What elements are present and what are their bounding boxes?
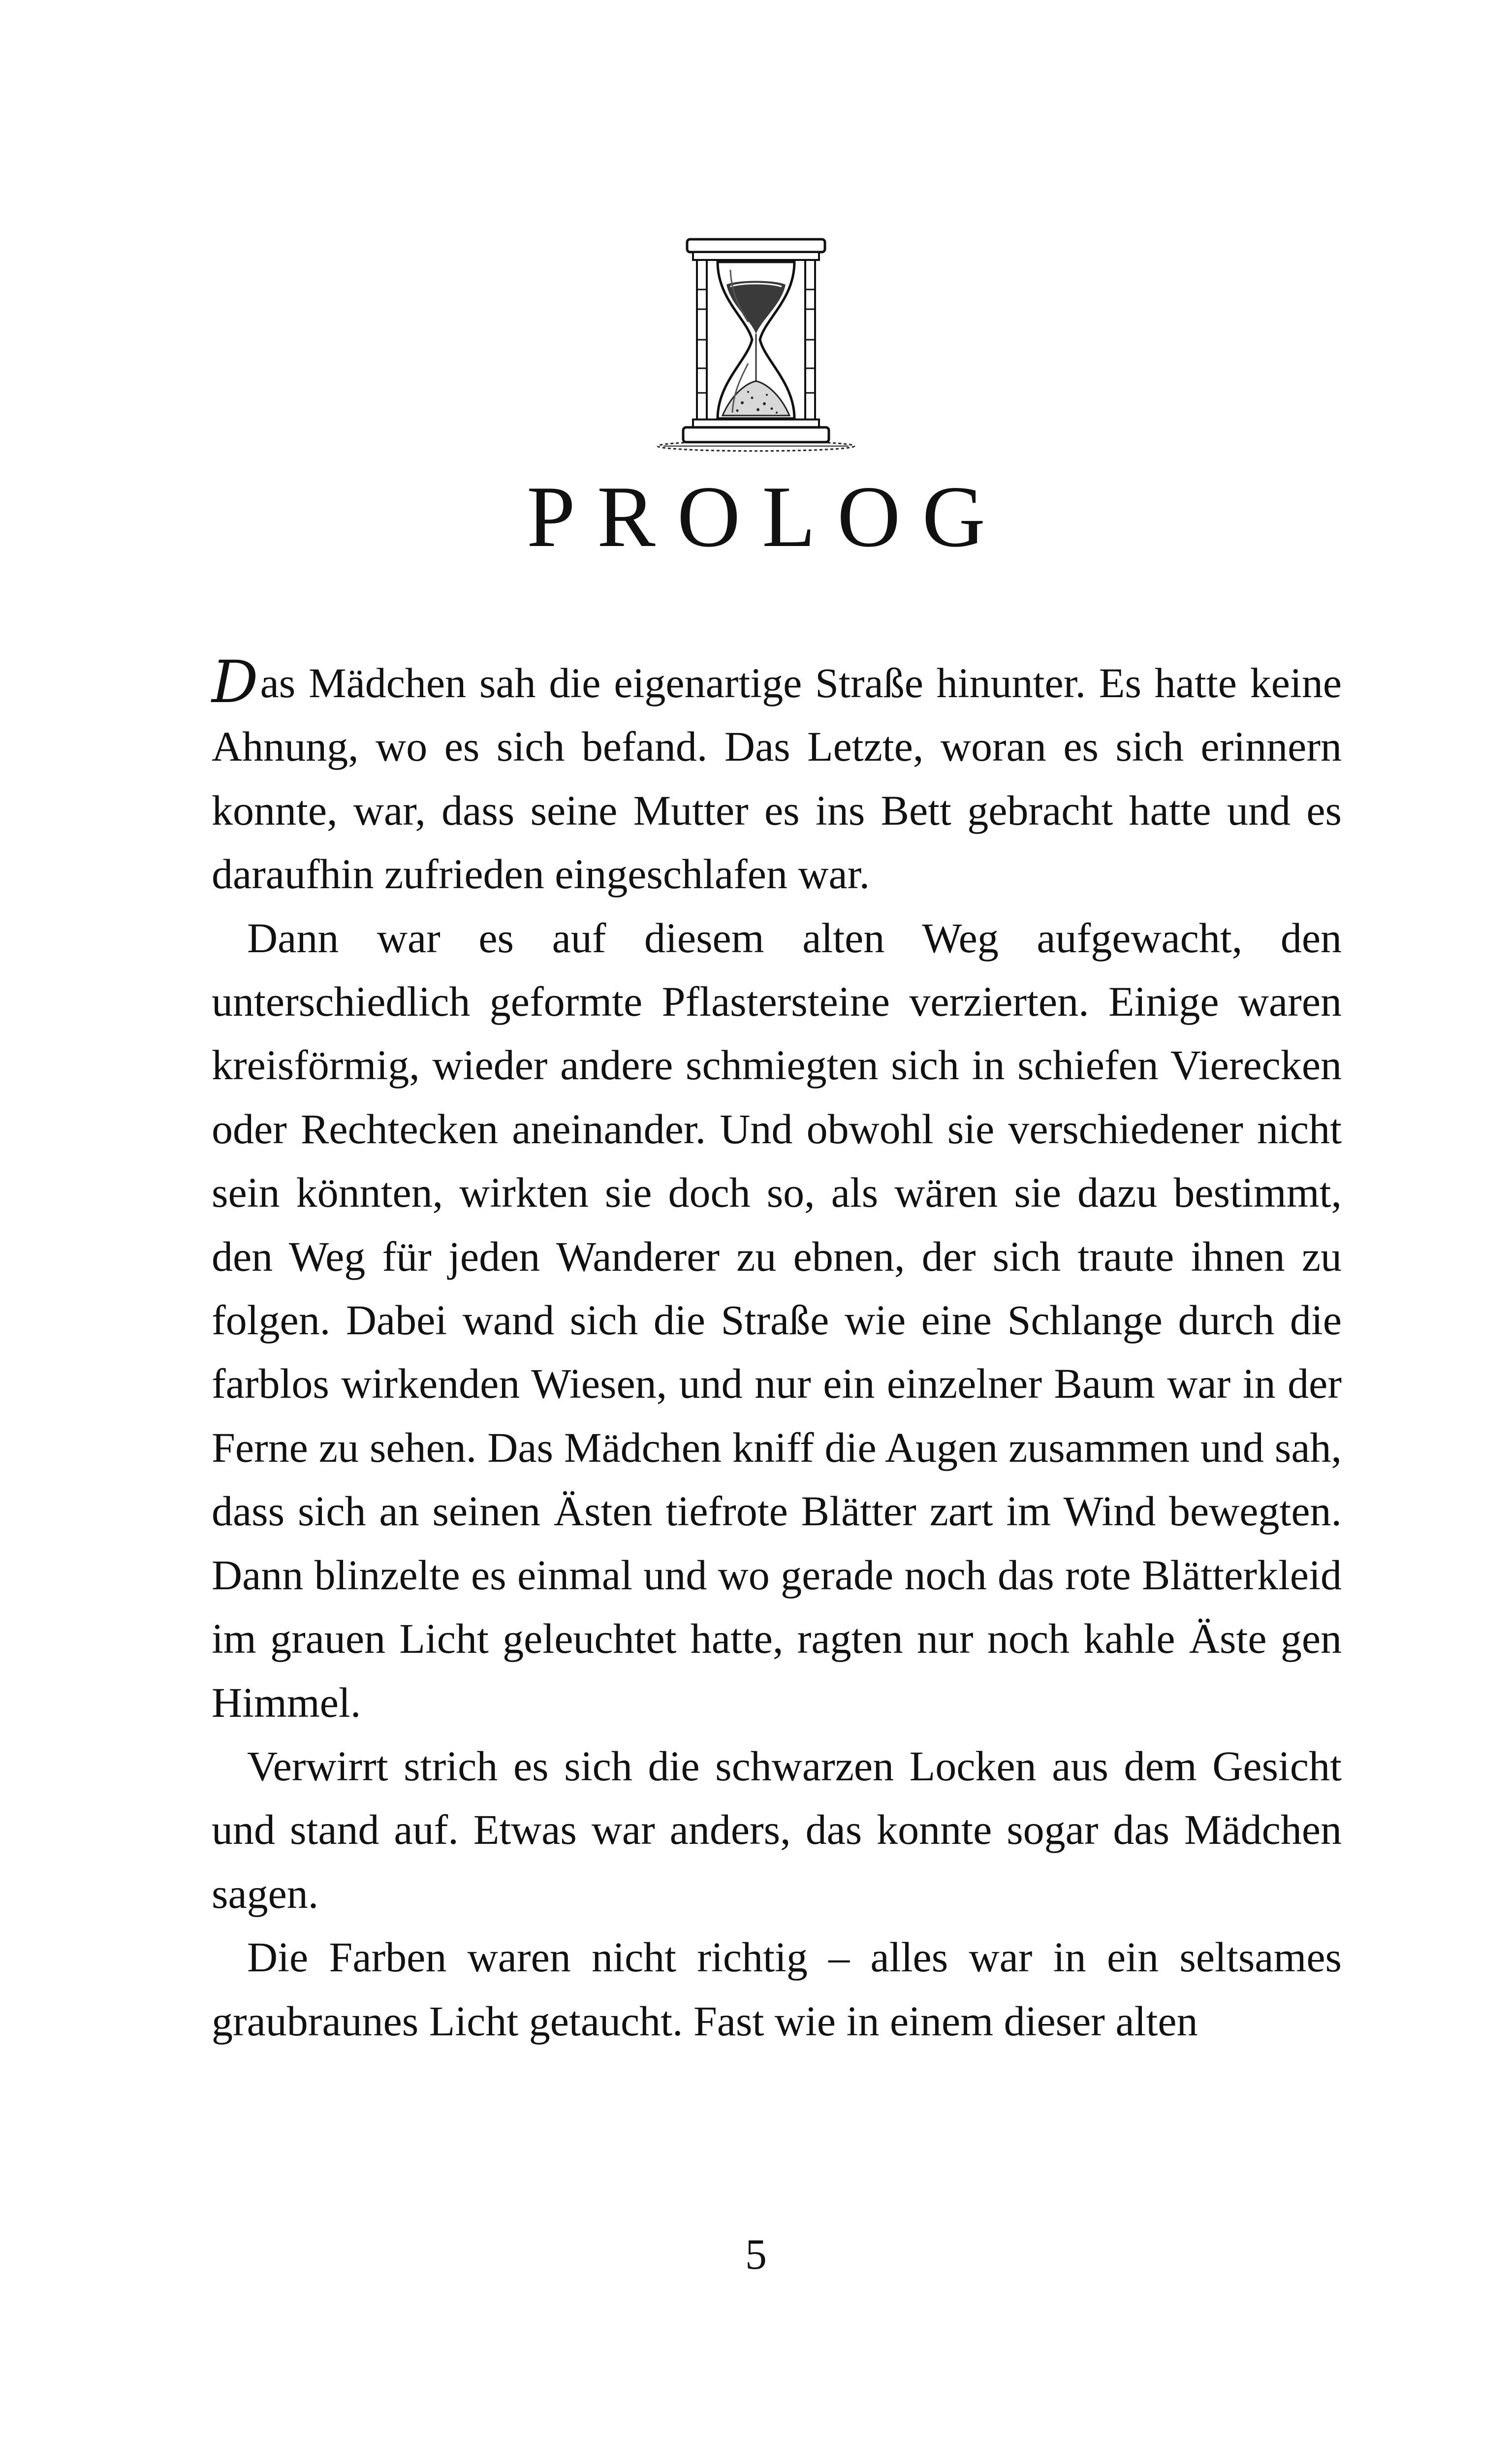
paragraph-1-text: as Mädchen sah die eigenartige Straße hinunter. Es hatte keine Ahnung, wo es sich befand. Das Letzte, woran es sich erinnern konnte, war, dass seine Mutter es ins Bett gebracht hatte und es daraufhin zufrieden eingeschlafen war. [212, 659, 1342, 898]
prose [212, 648, 1342, 2053]
paragraph-3: Verwirrt strich es sich die schwarzen Locken aus dem Gesicht und stand auf. Etwas war anders, das konnte sogar das Mädchen sagen. [212, 1742, 1342, 1917]
paragraph-2: Dann war es auf diesem alten Weg aufgewacht, den unterschiedlich geformte Pflastersteine verzierten. Einige waren kreisförmig, wieder andere schmiegten sich in schiefen Vierecken oder Rechtecken aneinander. Und obwohl sie verschiedener nicht sein könnten, wirkten sie doch so, als wären sie dazu bestimmt, den Weg für jeden Wanderer zu ebnen, der sich traute ihnen zu folgen. Dabei wand sich die Straße wie eine Schlange durch die farblos wirkenden Wiesen, und nur ein einzelner Baum war in der Ferne zu sehen. Das Mädchen kniff die Augen zusammen und sah, dass sich an seinen Ästen tiefrote Blätter zart im Wind bewegten. Dann blinzelte es einmal und wo gerade noch das rote Blätterkleid im grauen Licht geleuchtet hatte, ragten nur noch kahle Äste gen Himmel. [212, 914, 1342, 1726]
paragraph-4: Die Farben waren nicht richtig – alles war in ein seltsames graubraunes Licht getaucht. Fast wie in einem dieser alten [212, 1933, 1342, 2045]
hourglass-icon [644, 235, 868, 462]
page-number: 5 [745, 2231, 767, 2279]
paragraph-1: Das Mädchen sah die eigenartige Straße hinunter. Es hatte keine Ahnung, wo es sich befand. Das Letzte, woran es sich erinnern konnte, war, dass seine Mutter es ins Bett gebracht hatte und es daraufhin zufrieden eingeschlafen war. [212, 648, 1342, 898]
chapter-title: PROLOG [526, 468, 1008, 565]
